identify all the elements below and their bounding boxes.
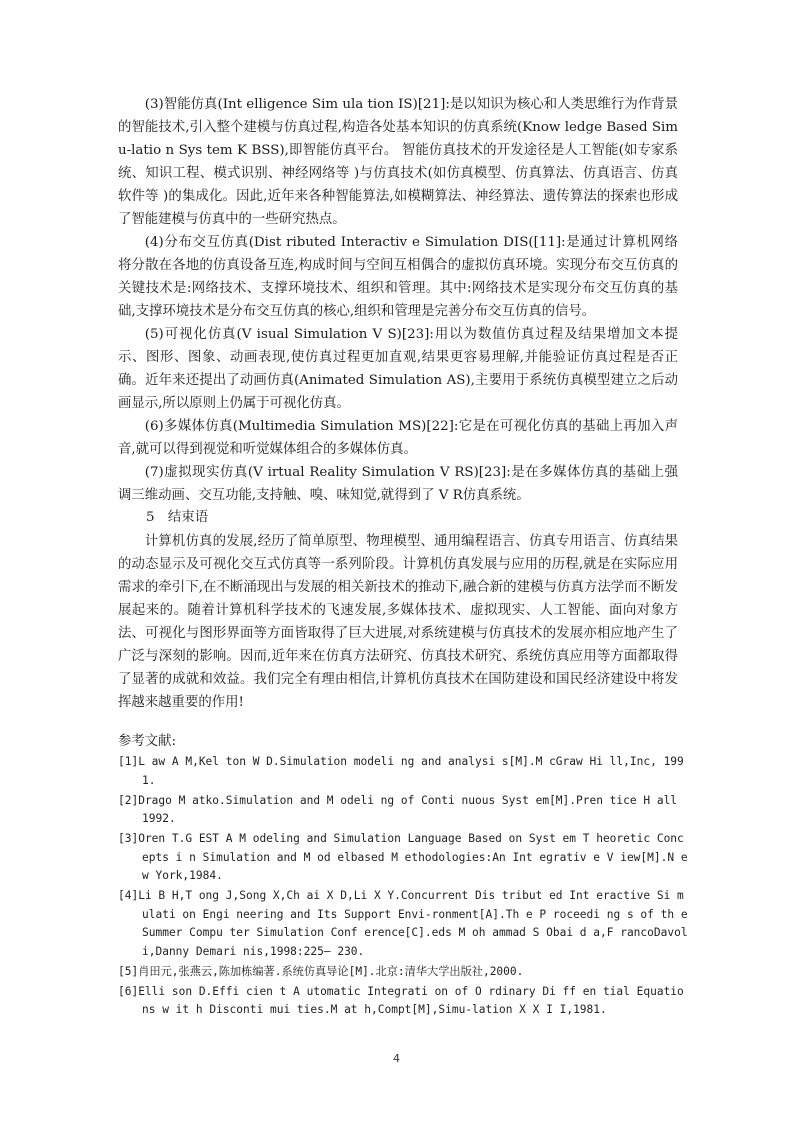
paragraph-visual-simulation: (5)可视化仿真(V isual Simulation V S)[23]:用以为数值仿真过程及结果增加文本提示、图形、图象、动画表现,使仿真过程更加直观,结果更容易理解,并能验证仿真过程是否正确。近年来还提出了动画仿真(Animated Simulation AS),主要用于系统仿真模型建立之后动画显示,所以原则上仍属于可视化仿真。 [118,327,678,411]
paragraph-virtual-reality-simulation: (7)虚拟现实仿真(V irtual Reality Simulation V RS)[23]:是在多媒体仿真的基础上强调三维动画、交互功能,支持触、嗅、味知觉,就得到了 V R仿真系统。 [118,465,678,503]
reference-item: [2]Drago M atko.Simulation and M odeli ng of Conti nuous Syst em[M].Pren tice H all 1992. [118,793,678,825]
reference-item: [5]肖田元,张燕云,陈加栋编著.系统仿真导论[M].北京:清华大学出版社,2000. [118,964,524,978]
section-heading: 5 结束语 [146,510,209,525]
references-list [118,753,688,1021]
paragraph-conclusion: 计算机仿真的发展,经历了简单原型、物理模型、通用编程语言、仿真专用语言、仿真结果的动态显示及可视化交互式仿真等一系列阶段。计算机仿真发展与应用的历程,就是在实际应用需求的牵引下,在不断涌现出与发展的相关新技术的推动下,融合新的建模与仿真方法学而不断发展起来的。随着计算机科学技术的飞速发展,多媒体技术、虚拟现实、人工智能、面向对象方法、可视化与图形界面等方面皆取得了巨大进展,对系统建模与仿真技术的发展亦相应地产生了广泛与深刻的影响。因而,近年来在仿真方法研究、仿真技术研究、系统仿真应用等方面都取得了显著的成就和效益。我们完全有理由相信,计算机仿真技术在国防建设和国民经济建设中将发挥越来越重要的作用! [118,534,678,710]
reference-item: [1]L aw A M,Kel ton W D.Simulation modeli ng and analysi s[M].M cGraw Hi ll,Inc, 1991. [118,755,684,787]
paragraph-intelligent-simulation: (3)智能仿真(Int elligence Sim ula tion IS)[21]:是以知识为核心和人类思维行为作背景的智能技术,引入整个建模与仿真过程,构造各处基本知识的仿真系统(Know ledge Based Simu-latio n Sys tem K BSS),即智能仿真平台。 智能仿真技术的开发途径是人工智能(如专家系统、知识工程、模式识别、神经网络等 )与仿真技术(如仿真模型、仿真算法、仿真语言、仿真软件等 )的集成化。因此,近年来各种智能算法,如模糊算法、神经算法、遗传算法的探索也形成了智能建模与仿真中的一些研究热点。 [118,97,678,227]
references-title: 参考文献: [118,734,177,749]
paragraph-multimedia-simulation: (6)多媒体仿真(Multimedia Simulation MS)[22]:它是在可视化仿真的基础上再加入声音,就可以得到视觉和听觉媒体组合的多媒体仿真。 [118,419,678,457]
reference-item: [4]Li B H,T ong J,Song X,Ch ai X D,Li X Y.Concurrent Dis tribut ed Int eractive Si mulati on Engi neering and Its Support Envi-ronment[A].Th e P roceedi ng s of th e Summer Compu ter Simulation Conf erence[C].eds M oh ammad S Obai d a,F rancoDavoli,Danny Demari nis,1998:225— 230. [118,889,688,958]
reference-item: [3]Oren T.G EST A M odeling and Simulation Language Based on Syst em T heoretic Concepts i n Simulation and M od elbased M ethodologies:An Int egrativ e V iew[M].N ew York,1984. [118,832,688,882]
paragraph-distributed-interactive-simulation: (4)分布交互仿真(Dist ributed Interactiv e Simulation DIS([11]:是通过计算机网络将分散在各地的仿真设备互连,构成时间与空间互相偶合的虚拟仿真环境。实现分布交互仿真的关键技术是:网络技术、支撑环境技术、组织和管理。其中:网络技术是实现分布交互仿真的基础,支撑环境技术是分布交互仿真的核心,组织和管理是完善分布交互仿真的信号。 [118,235,678,319]
reference-item: [6]Elli son D.Effi cien t A utomatic Integrati on of O rdinary Di ff en tial Equations w it h Disconti mui ties.M at h,Compt[M],Simu-lation X X I I,1981. [118,984,684,1016]
page-number: 4 [393,1052,400,1065]
